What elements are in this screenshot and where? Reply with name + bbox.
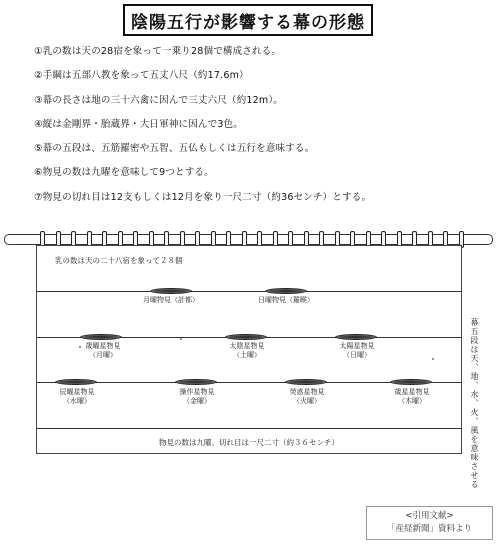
band-divider	[37, 428, 461, 429]
viewing-slit-label: 歳曜星物見 （月曜）	[85, 342, 121, 359]
speck	[79, 346, 81, 348]
viewing-slit-label: 辰曜星物見 （水曜）	[59, 388, 95, 405]
diagram-title: 陰陽五行が影響する幕の形態	[123, 4, 373, 36]
source-heading: <引用文献>	[405, 511, 454, 521]
note-item: ⑤幕の五段は、五筋羅密や五智、五仏もしくは五行を意味する。	[34, 143, 315, 155]
viewing-slit	[265, 288, 307, 294]
note-item: ⑥物見の数は九曜を意味して9つとする。	[34, 167, 214, 179]
viewing-slit-label: 操作星物見 （金曜）	[179, 388, 215, 405]
top-band-text: 乳の数は天の二十八宿を象って２８個	[55, 256, 183, 265]
band-divider	[37, 291, 461, 292]
speck	[432, 358, 434, 360]
note-item: ⑦物見の切れ目は12支もしくは12月を象り一尺二寸（約36センチ）とする。	[34, 191, 372, 203]
viewing-slit-label: 歳星星物見 （木曜）	[394, 388, 430, 405]
source-citation	[366, 506, 493, 540]
viewing-slit-label: 熒惑星物見 （火曜）	[289, 388, 325, 405]
side-annotation: 幕五段は天、地、水、火、風を意味させる	[470, 318, 479, 489]
bottom-band-text: 物見の数は九曜、切れ目は一尺二寸（約３６センチ）	[159, 438, 339, 447]
viewing-slit	[150, 288, 192, 294]
viewing-slit	[55, 379, 97, 385]
speck	[180, 338, 182, 340]
source-text: 「産経新聞」資料より	[386, 524, 472, 534]
notes-list	[34, 46, 489, 216]
viewing-slit	[390, 379, 432, 385]
viewing-slit-label: 日曜物見（羅睺）	[258, 296, 314, 304]
note-item: ①乳の数は天の28宿を象って一乗り28個で構成される。	[34, 46, 282, 57]
viewing-slit-label: 月曜物見（計都）	[143, 296, 199, 304]
curtain-diagram	[36, 245, 462, 454]
viewing-slit	[80, 334, 122, 340]
note-item: ③幕の長さは地の三十六禽に因んで三丈六尺（約12m）。	[34, 94, 284, 106]
note-item: ④縦は金剛界・胎蔵界・大日軍神に因んで3色。	[34, 118, 243, 130]
viewing-slit	[335, 334, 377, 340]
viewing-slit	[175, 379, 217, 385]
viewing-slit	[225, 334, 267, 340]
viewing-slit-label: 太陰星物見 （土曜）	[229, 342, 265, 359]
note-item: ②手綱は五部八教を象って五丈八尺（約17.6m）	[34, 70, 249, 82]
viewing-slit-label: 太陽星物見 （日曜）	[339, 342, 375, 359]
viewing-slit	[285, 379, 327, 385]
